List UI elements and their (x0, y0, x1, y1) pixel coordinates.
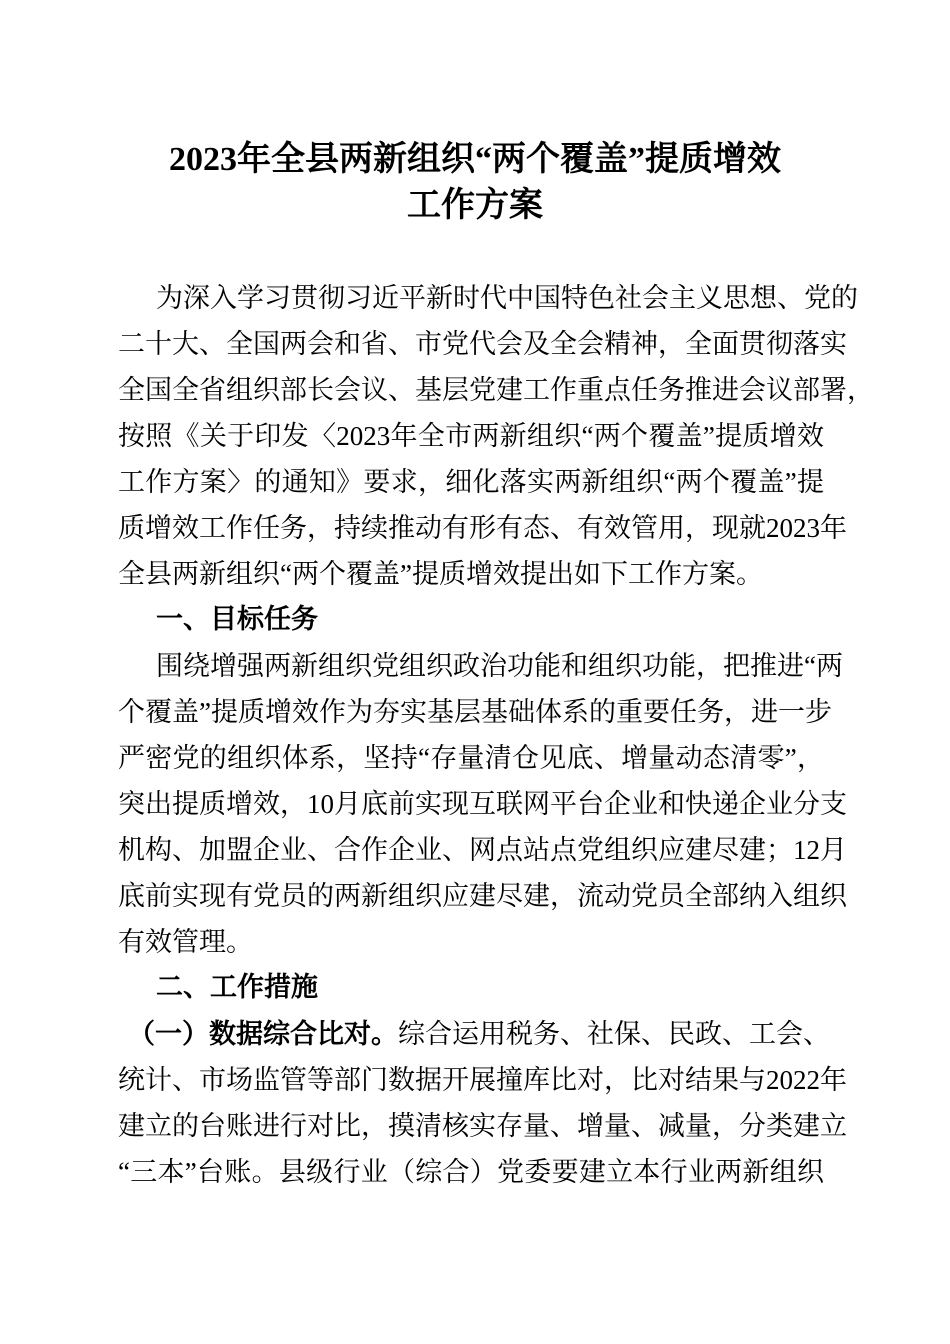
paragraph-line: 全县两新组织“两个覆盖”提质增效提出如下工作方案。 (118, 559, 763, 589)
paragraph-line: 质增效工作任务，持续推动有形有态、有效管用，现就2023年 (118, 513, 847, 543)
paragraph-text: 综合运用税务、社保、民政、工会、 (398, 1019, 830, 1049)
paragraph-line: 底前实现有党员的两新组织应建尽建，流动党员全部纳入组织 (118, 881, 847, 911)
document-body (118, 275, 874, 1195)
paragraph-line: 二十大、全国两会和省、市党代会及全会精神，全面贯彻落实 (118, 329, 847, 359)
paragraph-line: “三本”台账。县级行业（综合）党委要建立本行业两新组织 (118, 1157, 824, 1187)
paragraph-line: 个覆盖”提质增效作为夯实基层基础体系的重要任务，进一步 (118, 697, 832, 727)
paragraph-line: 突出提质增效，10月底前实现互联网平台企业和快递企业分支 (118, 789, 847, 819)
subsection-lead: （一）数据综合比对。 (128, 1019, 398, 1050)
paragraph-line: 严密党的组织体系，坚持“存量清仓见底、增量动态清零”， (118, 743, 824, 773)
section-heading: 一、目标任务 (156, 604, 318, 635)
paragraph-line: 建立的台账进行对比，摸清核实存量、增量、减量，分类建立 (118, 1111, 847, 1141)
paragraph-line: 机构、加盟企业、合作企业、网点站点党组织应建尽建；12月 (118, 835, 847, 865)
document-title-line-2: 工作方案 (407, 187, 543, 224)
paragraph-line: 按照《关于印发〈2023年全市两新组织“两个覆盖”提质增效 (118, 421, 824, 451)
paragraph-line (118, 1011, 830, 1057)
paragraph-line: 全国全省组织部长会议、基层党建工作重点任务推进会议部署， (118, 375, 874, 405)
paragraph-line: 围绕增强两新组织党组织政治功能和组织功能，把推进“两 (156, 651, 843, 681)
paragraph-line: 为深入学习贯彻习近平新时代中国特色社会主义思想、党的 (156, 283, 858, 313)
section-heading: 二、工作措施 (156, 972, 318, 1003)
paragraph-line: 工作方案〉的通知》要求，细化落实两新组织“两个覆盖”提 (118, 467, 824, 497)
paragraph-line: 有效管理。 (118, 927, 253, 957)
paragraph-line: 统计、市场监管等部门数据开展撞库比对，比对结果与2022年 (118, 1065, 847, 1095)
document-title-line-1: 2023年全县两新组织“两个覆盖”提质增效 (169, 141, 781, 178)
